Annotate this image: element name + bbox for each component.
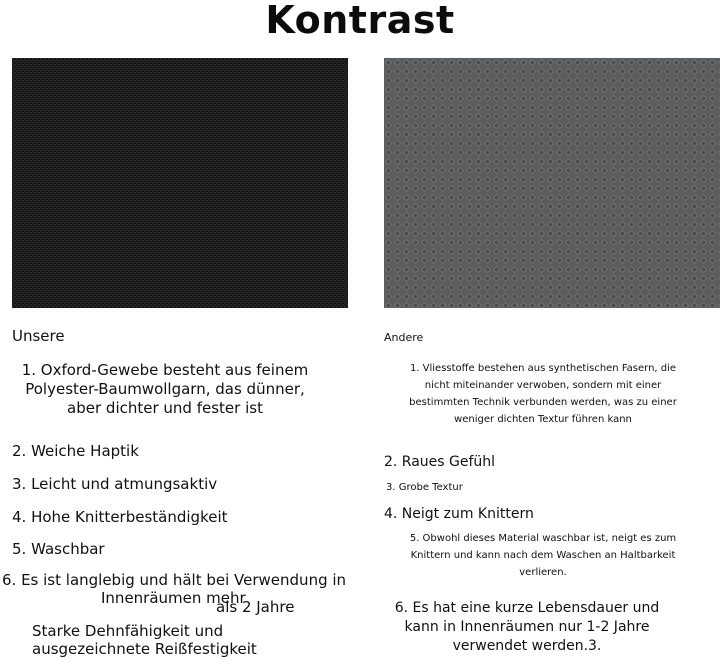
- left-item-6-line-2: Innenräumen mehr: [101, 589, 246, 607]
- right-item-5-line-1: 5. Obwohl dieses Material waschbar ist, neigt es zum: [409, 533, 677, 544]
- right-item-3: 3. Grobe Textur: [386, 482, 463, 493]
- right-item-1-line-1: 1. Vliesstoffe bestehen aus synthetischen Fasern, die: [409, 363, 677, 374]
- left-item-1-line-3: aber dichter und fester ist: [67, 399, 263, 417]
- left-item-5: 5. Waschbar: [12, 540, 105, 558]
- right-item-5-line-3: verlieren.: [519, 567, 567, 578]
- left-item-2: 2. Weiche Haptik: [12, 442, 139, 460]
- right-item-1-line-4: weniger dichten Textur führen kann: [454, 414, 632, 425]
- left-item-6-line-1: 6. Es ist langlebig und hält bei Verwendung in: [2, 571, 347, 589]
- left-item-6-line-3: als 2 Jahre: [216, 598, 295, 616]
- left-item-3: 3. Leicht und atmungsaktiv: [12, 475, 218, 493]
- nonwoven-fabric-image: [384, 58, 720, 308]
- left-item-4: 4. Hohe Knitterbeständigkeit: [12, 508, 228, 526]
- left-item-1-line-2: Polyester-Baumwollgarn, das dünner,: [25, 380, 305, 398]
- left-heading: Unsere: [12, 327, 65, 345]
- oxford-fabric-image: [12, 58, 348, 308]
- left-extra-line-2: ausgezeichnete Reißfestigkeit: [32, 640, 257, 658]
- right-item-6-line-2: kann in Innenräumen nur 1-2 Jahre: [404, 619, 650, 635]
- page-title: Kontrast: [265, 0, 455, 42]
- left-extra-line-1: Starke Dehnfähigkeit und: [32, 622, 224, 640]
- left-item-1-line-1: 1. Oxford-Gewebe besteht aus feinem: [21, 361, 309, 379]
- right-item-6-line-1: 6. Es hat eine kurze Lebensdauer und: [394, 600, 660, 616]
- right-item-6-line-3: verwendet werden.3.: [452, 638, 602, 654]
- right-item-1-line-2: nicht miteinander verwoben, sondern mit einer: [424, 380, 662, 391]
- right-item-1-line-3: bestimmten Technik verbunden werden, was zu einer: [409, 397, 677, 408]
- right-item-4: 4. Neigt zum Knittern: [384, 506, 534, 522]
- right-item-5-line-2: Knittern und kann nach dem Waschen an Haltbarkeit: [410, 550, 676, 561]
- right-item-2: 2. Raues Gefühl: [384, 454, 496, 470]
- right-heading: Andere: [384, 331, 424, 344]
